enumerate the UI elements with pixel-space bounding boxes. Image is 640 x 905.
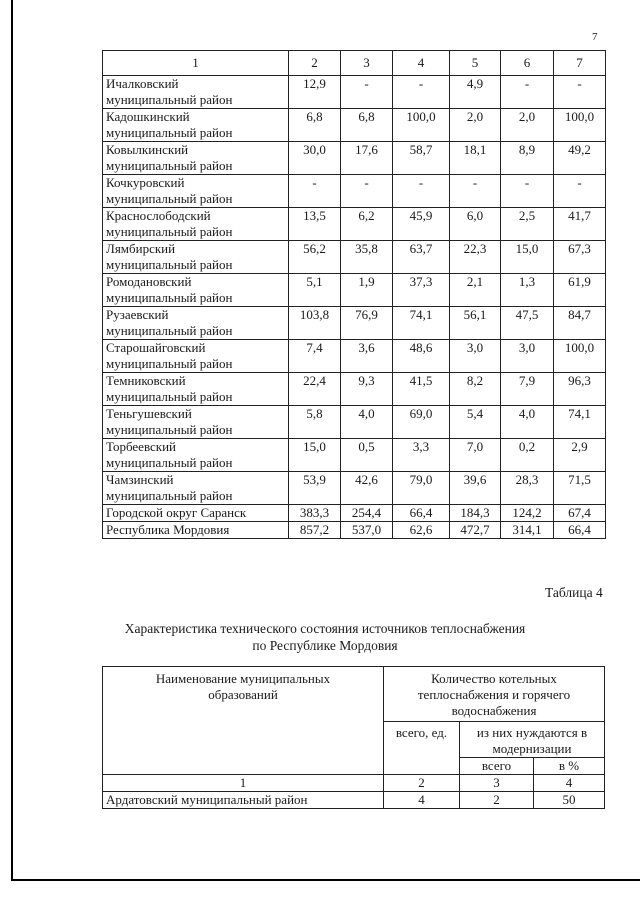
column-number: 5 xyxy=(450,51,501,76)
row-name-line-2: муниципальный район xyxy=(106,92,233,107)
row-value: 63,7 xyxy=(393,241,450,274)
row-name xyxy=(103,241,289,274)
table-row xyxy=(103,175,606,208)
row-value: - xyxy=(450,175,501,208)
page-number: 7 xyxy=(592,31,598,43)
row-value: 37,3 xyxy=(393,274,450,307)
row-value: 84,7 xyxy=(554,307,606,340)
row-name-line-1: Ромодановский xyxy=(106,274,192,289)
row-value: 12,9 xyxy=(289,76,341,109)
row-value: 2 xyxy=(460,792,534,809)
row-name-line-1: Старошайговский xyxy=(106,340,206,355)
row-value: 2,0 xyxy=(501,109,554,142)
row-value: 28,3 xyxy=(501,472,554,505)
header-boiler-count: Количество котельных теплоснабжения и горячего водоснабжения xyxy=(384,667,605,722)
row-name-line-2: муниципальный район xyxy=(106,158,233,173)
row-name-line-1: Ковылкинский xyxy=(106,142,189,157)
header-total-units: всего, ед. xyxy=(384,722,460,775)
row-name xyxy=(103,439,289,472)
table-4 xyxy=(102,666,605,809)
row-name xyxy=(103,406,289,439)
row-value: 45,9 xyxy=(393,208,450,241)
row-value: 472,7 xyxy=(450,522,501,539)
row-name-line-2: муниципальный район xyxy=(106,356,233,371)
row-name-line-2: муниципальный район xyxy=(106,422,233,437)
table-4-label: Таблица 4 xyxy=(545,585,603,600)
table-row xyxy=(103,142,606,175)
header-need-percent: в % xyxy=(534,758,605,775)
row-name xyxy=(103,175,289,208)
table-row xyxy=(103,208,606,241)
column-number: 4 xyxy=(393,51,450,76)
row-name xyxy=(103,109,289,142)
row-value: 58,7 xyxy=(393,142,450,175)
row-name-line-1: Ичалковский xyxy=(106,76,179,91)
row-value: 3,0 xyxy=(450,340,501,373)
column-number: 2 xyxy=(384,775,460,792)
row-name xyxy=(103,373,289,406)
column-number: 1 xyxy=(103,51,289,76)
row-value: 22,3 xyxy=(450,241,501,274)
row-value: 61,9 xyxy=(554,274,606,307)
row-name-line-1: Республика Мордовия xyxy=(106,522,230,537)
row-name xyxy=(103,522,289,539)
row-value: 314,1 xyxy=(501,522,554,539)
row-value: 67,3 xyxy=(554,241,606,274)
table-header-row xyxy=(103,51,606,76)
row-name xyxy=(103,340,289,373)
row-value: 9,3 xyxy=(341,373,393,406)
row-value: 3,0 xyxy=(501,340,554,373)
row-value: 100,0 xyxy=(554,109,606,142)
row-value: 7,4 xyxy=(289,340,341,373)
row-name-line-1: Краснослободский xyxy=(106,208,211,223)
row-value: 3,3 xyxy=(393,439,450,472)
row-value: 5,8 xyxy=(289,406,341,439)
row-name xyxy=(103,472,289,505)
row-value: 1,3 xyxy=(501,274,554,307)
row-value: 74,1 xyxy=(393,307,450,340)
row-name xyxy=(103,274,289,307)
row-value: 5,1 xyxy=(289,274,341,307)
row-value: 69,0 xyxy=(393,406,450,439)
row-value: 66,4 xyxy=(554,522,606,539)
row-value: 1,9 xyxy=(341,274,393,307)
row-value: 4,0 xyxy=(501,406,554,439)
row-value: 79,0 xyxy=(393,472,450,505)
row-value: 96,3 xyxy=(554,373,606,406)
row-value: 13,5 xyxy=(289,208,341,241)
row-value: 76,9 xyxy=(341,307,393,340)
header-municipal-names: Наименование муниципальных образований xyxy=(103,667,384,775)
row-value: 2,0 xyxy=(450,109,501,142)
row-value: 56,1 xyxy=(450,307,501,340)
row-value: 8,2 xyxy=(450,373,501,406)
row-value: - xyxy=(393,76,450,109)
row-value: 184,3 xyxy=(450,505,501,522)
row-name-line-2: муниципальный район xyxy=(106,389,233,404)
column-number: 4 xyxy=(534,775,605,792)
row-value: 41,5 xyxy=(393,373,450,406)
table-row xyxy=(103,76,606,109)
row-value: 53,9 xyxy=(289,472,341,505)
row-name-line-1: Городской округ Саранск xyxy=(106,505,247,520)
row-value: 0,5 xyxy=(341,439,393,472)
row-value: 4,0 xyxy=(341,406,393,439)
row-value: 56,2 xyxy=(289,241,341,274)
row-value: 30,0 xyxy=(289,142,341,175)
row-value: 7,0 xyxy=(450,439,501,472)
row-value: 100,0 xyxy=(393,109,450,142)
row-name-line-2: муниципальный район xyxy=(106,191,233,206)
row-name-line-2: муниципальный район xyxy=(106,323,233,338)
row-value: 857,2 xyxy=(289,522,341,539)
row-value: 6,8 xyxy=(289,109,341,142)
row-value: 2,1 xyxy=(450,274,501,307)
table-4-caption xyxy=(100,620,550,654)
table-row xyxy=(103,472,606,505)
row-name xyxy=(103,307,289,340)
row-value: 2,5 xyxy=(501,208,554,241)
row-name-line-1: Кадошкинский xyxy=(106,109,190,124)
table-row xyxy=(103,406,606,439)
row-value: 74,1 xyxy=(554,406,606,439)
row-value: - xyxy=(501,175,554,208)
row-value: 6,0 xyxy=(450,208,501,241)
page-bottom-border xyxy=(11,879,640,881)
row-name xyxy=(103,76,289,109)
row-value: 50 xyxy=(534,792,605,809)
row-value: - xyxy=(289,175,341,208)
row-value: 71,5 xyxy=(554,472,606,505)
row-value: 48,6 xyxy=(393,340,450,373)
row-name-line-1: Чамзинский xyxy=(106,472,174,487)
row-value: 62,6 xyxy=(393,522,450,539)
row-name xyxy=(103,208,289,241)
table-row xyxy=(103,241,606,274)
row-value: 15,0 xyxy=(289,439,341,472)
table-row xyxy=(103,109,606,142)
row-value: 383,3 xyxy=(289,505,341,522)
row-value: 6,8 xyxy=(341,109,393,142)
row-value: 100,0 xyxy=(554,340,606,373)
row-value: 39,6 xyxy=(450,472,501,505)
column-number: 7 xyxy=(554,51,606,76)
row-value: 254,4 xyxy=(341,505,393,522)
row-name-line-2: муниципальный район xyxy=(106,455,233,470)
table-row xyxy=(103,373,606,406)
caption-line-1: Характеристика технического состояния источников теплоснабжения xyxy=(124,621,526,636)
column-number: 3 xyxy=(341,51,393,76)
row-value: 67,4 xyxy=(554,505,606,522)
column-number: 2 xyxy=(289,51,341,76)
row-value: 15,0 xyxy=(501,241,554,274)
caption-line-2: по Республике Мордовия xyxy=(252,638,398,653)
row-name xyxy=(103,505,289,522)
row-name-line-2: муниципальный район xyxy=(106,257,233,272)
row-value: 124,2 xyxy=(501,505,554,522)
row-name-line-1: Рузаевский xyxy=(106,307,169,322)
row-name xyxy=(103,142,289,175)
row-value: 22,4 xyxy=(289,373,341,406)
table-row xyxy=(103,505,606,522)
row-value: 4 xyxy=(384,792,460,809)
table-row xyxy=(103,522,606,539)
row-value: 8,9 xyxy=(501,142,554,175)
row-value: 7,9 xyxy=(501,373,554,406)
row-value: 35,8 xyxy=(341,241,393,274)
header-need-total: всего xyxy=(460,758,534,775)
column-number: 6 xyxy=(501,51,554,76)
table-row xyxy=(103,340,606,373)
table-row xyxy=(103,307,606,340)
row-value: 47,5 xyxy=(501,307,554,340)
row-name-line-2: муниципальный район xyxy=(106,488,233,503)
row-value: 42,6 xyxy=(341,472,393,505)
row-value: 537,0 xyxy=(341,522,393,539)
row-name-line-1: Кочкуровский xyxy=(106,175,185,190)
row-value: 18,1 xyxy=(450,142,501,175)
row-value: - xyxy=(341,76,393,109)
row-value: 6,2 xyxy=(341,208,393,241)
row-value: 5,4 xyxy=(450,406,501,439)
row-value: 4,9 xyxy=(450,76,501,109)
row-value: 17,6 xyxy=(341,142,393,175)
row-name: Ардатовский муниципальный район xyxy=(103,792,384,809)
row-value: 41,7 xyxy=(554,208,606,241)
column-number: 3 xyxy=(460,775,534,792)
row-value: 0,2 xyxy=(501,439,554,472)
row-value: - xyxy=(341,175,393,208)
row-name-line-2: муниципальный район xyxy=(106,290,233,305)
row-name-line-1: Торбеевский xyxy=(106,439,177,454)
row-value: 49,2 xyxy=(554,142,606,175)
row-name-line-1: Теньгушевский xyxy=(106,406,192,421)
table-row xyxy=(103,274,606,307)
table-row xyxy=(103,439,606,472)
row-name-line-2: муниципальный район xyxy=(106,125,233,140)
row-value: 3,6 xyxy=(341,340,393,373)
header-need-modernization: из них нуждаются в модернизации xyxy=(460,722,605,758)
row-value: - xyxy=(393,175,450,208)
row-value: 103,8 xyxy=(289,307,341,340)
row-value: - xyxy=(501,76,554,109)
row-value: 66,4 xyxy=(393,505,450,522)
row-value: - xyxy=(554,175,606,208)
table-row xyxy=(103,792,605,809)
column-number: 1 xyxy=(103,775,384,792)
table-numbering-row xyxy=(103,775,605,792)
row-name-line-1: Лямбирский xyxy=(106,241,176,256)
row-name-line-2: муниципальный район xyxy=(106,224,233,239)
row-value: 2,9 xyxy=(554,439,606,472)
row-value: - xyxy=(554,76,606,109)
page-left-border xyxy=(11,0,13,880)
table-3-continuation xyxy=(102,50,606,539)
row-name-line-1: Темниковский xyxy=(106,373,186,388)
